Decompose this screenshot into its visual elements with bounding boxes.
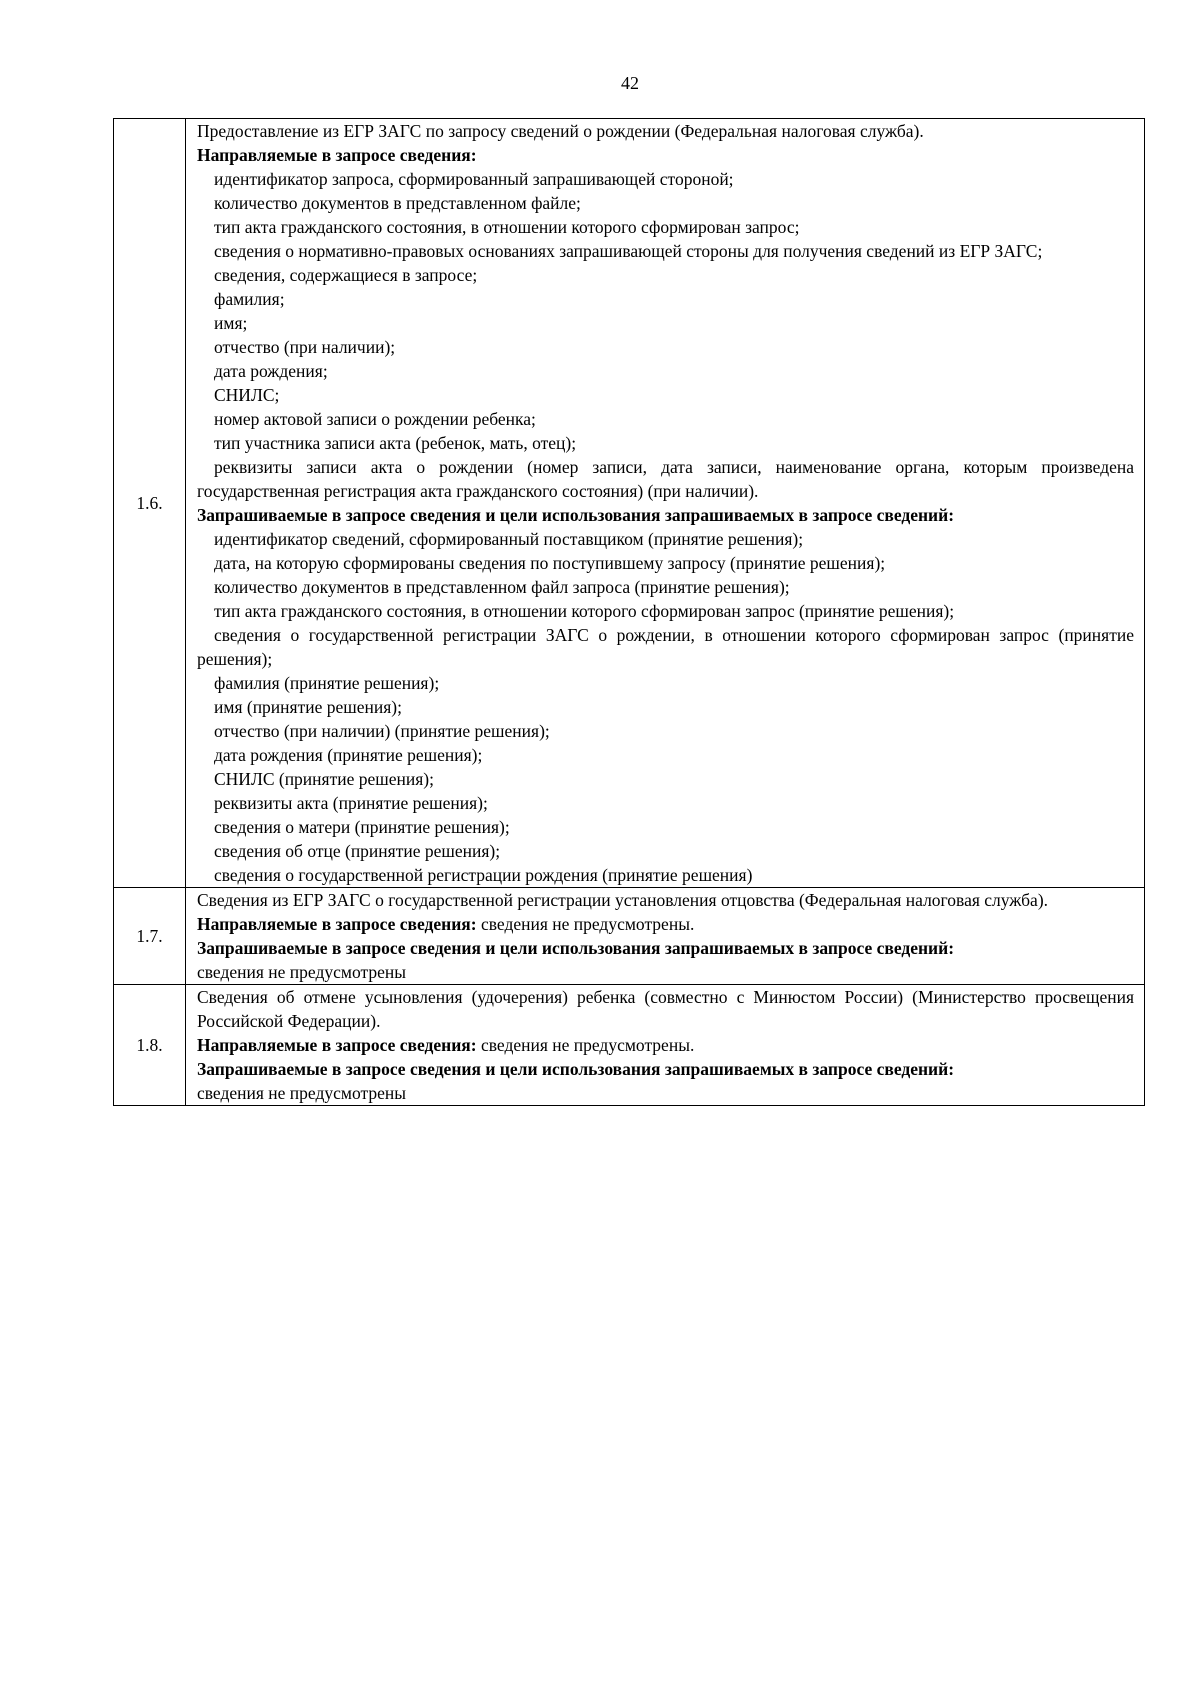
requested-heading: Запрашиваемые в запросе сведения и цели использования запрашиваемых в запросе сведений: [197, 938, 955, 958]
list-item: сведения о матери (принятие решения); [214, 817, 510, 837]
list-item: дата, на которую сформированы сведения по поступившему запросу (принятие решения); [214, 553, 886, 573]
row-number: 1.8. [114, 985, 186, 1106]
list-item: СНИЛС (принятие решения); [214, 769, 434, 789]
requested-heading: Запрашиваемые в запросе сведения и цели использования запрашиваемых в запросе сведений: [197, 505, 955, 525]
page-number: 42 [621, 73, 639, 93]
list-item: количество документов в представленном файл запроса (принятие решения); [214, 577, 790, 597]
table-row [114, 119, 1145, 888]
row-content [186, 119, 1145, 888]
sent-line [197, 912, 1134, 936]
list-item: дата рождения; [214, 361, 328, 381]
row-number: 1.6. [114, 119, 186, 888]
sent-line [197, 1033, 1134, 1057]
sent-heading: Направляемые в запросе сведения: [197, 914, 477, 934]
service-title: Сведения об отмене усыновления (удочерения) ребенка (совместно с Минюстом России) (Министерство просвещения Российской Федерации). [197, 987, 1134, 1031]
list-item: сведения о нормативно-правовых основаниях запрашивающей стороны для получения сведений из ЕГР ЗАГС; [214, 241, 1043, 261]
service-title: Предоставление из ЕГР ЗАГС по запросу сведений о рождении (Федеральная налоговая служба). [197, 121, 924, 141]
row-content [186, 985, 1145, 1106]
list-item: реквизиты акта (принятие решения); [214, 793, 488, 813]
sent-heading: Направляемые в запросе сведения: [197, 145, 477, 165]
list-item: сведения о государственной регистрации ЗАГС о рождении, в отношении которого сформирован запрос (принятие решения); [197, 625, 1134, 669]
list-item: номер актовой записи о рождении ребенка; [214, 409, 536, 429]
list-item: фамилия; [214, 289, 285, 309]
service-title: Сведения из ЕГР ЗАГС о государственной регистрации установления отцовства (Федеральная налоговая служба). [197, 890, 1049, 910]
requested-value: сведения не предусмотрены [197, 1083, 406, 1103]
sent-value: сведения не предусмотрены. [476, 1035, 695, 1055]
list-item: имя; [214, 313, 248, 333]
list-item: тип акта гражданского состояния, в отношении которого сформирован запрос (принятие решения); [214, 601, 955, 621]
row-number: 1.7. [114, 888, 186, 985]
list-item: СНИЛС; [214, 385, 280, 405]
list-item: отчество (при наличии); [214, 337, 396, 357]
row-content [186, 888, 1145, 985]
table-row [114, 888, 1145, 985]
list-item: сведения об отце (принятие решения); [214, 841, 501, 861]
requested-value: сведения не предусмотрены [197, 962, 406, 982]
list-item: имя (принятие решения); [214, 697, 402, 717]
list-item: сведения о государственной регистрации рождения (принятие решения) [214, 865, 753, 885]
list-item: количество документов в представленном файле; [214, 193, 581, 213]
list-item: фамилия (принятие решения); [214, 673, 440, 693]
sent-heading: Направляемые в запросе сведения: [197, 1035, 477, 1055]
services-table [113, 118, 1145, 1106]
sent-value: сведения не предусмотрены. [476, 914, 695, 934]
list-item: идентификатор сведений, сформированный поставщиком (принятие решения); [214, 529, 804, 549]
list-item: идентификатор запроса, сформированный запрашивающей стороной; [214, 169, 734, 189]
list-item: отчество (при наличии) (принятие решения); [214, 721, 550, 741]
list-item: сведения, содержащиеся в запросе; [214, 265, 478, 285]
list-item: реквизиты записи акта о рождении (номер записи, дата записи, наименование органа, которым произведена государственная регистрация акта гражданского состояния) (при наличии). [197, 457, 1134, 501]
list-item: дата рождения (принятие решения); [214, 745, 483, 765]
list-item: тип участника записи акта (ребенок, мать, отец); [214, 433, 577, 453]
list-item: тип акта гражданского состояния, в отношении которого сформирован запрос; [214, 217, 800, 237]
table-row [114, 985, 1145, 1106]
requested-heading: Запрашиваемые в запросе сведения и цели использования запрашиваемых в запросе сведений: [197, 1059, 955, 1079]
